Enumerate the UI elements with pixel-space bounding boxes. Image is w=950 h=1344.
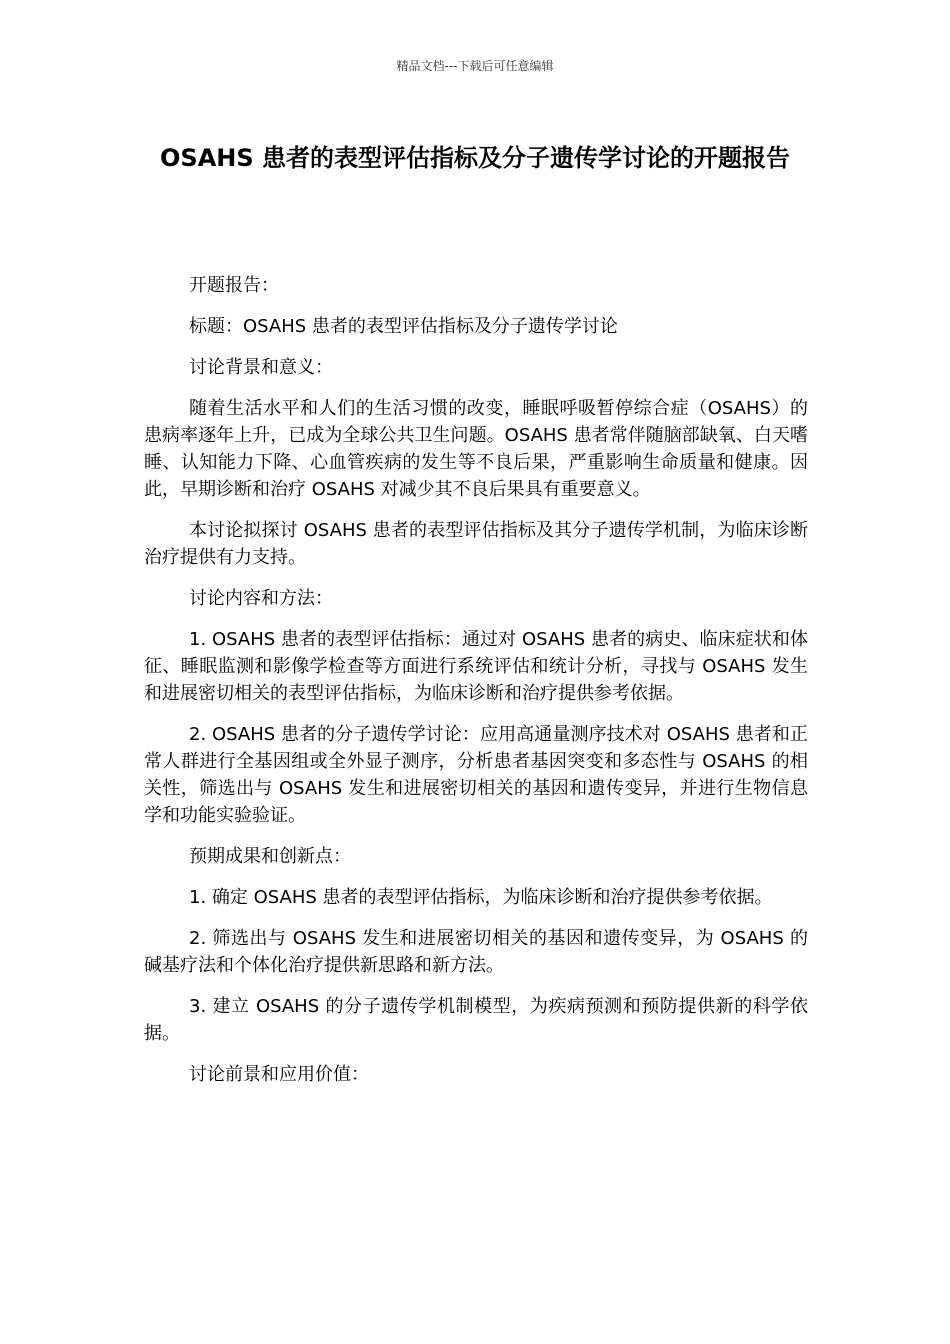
paragraph-method-2: 2. OSAHS 患者的分子遗传学讨论：应用高通量测序技术对 OSAHS 患者和正常人群进行全基因组或全外显子测序，分析患者基因突变和多态性与 OSAHS 的相关性，筛选出与 OSAHS 发生和进展密切相关的基因和遗传变异，并进行生物信息学和功能实验验证。 xyxy=(144,724,808,826)
section-label-report: 开题报告： xyxy=(189,275,279,296)
section-label-outcomes: 预期成果和创新点： xyxy=(189,846,351,867)
document-body xyxy=(144,272,808,1102)
report-heading: 标题：OSAHS 患者的表型评估指标及分子遗传学讨论 xyxy=(189,316,618,337)
paragraph-purpose: 本讨论拟探讨 OSAHS 患者的表型评估指标及其分子遗传学机制，为临床诊断治疗提供有力支持。 xyxy=(144,520,808,568)
paragraph-method-1: 1. OSAHS 患者的表型评估指标：通过对 OSAHS 患者的病史、临床症状和体征、睡眠监测和影像学检查等方面进行系统评估和统计分析，寻找与 OSAHS 发生和进展密切相关的表型评估指标，为临床诊断和治疗提供参考依据。 xyxy=(144,629,808,704)
header-note: 精品文档---下载后可任意编辑 xyxy=(396,59,554,73)
document-title: OSAHS 患者的表型评估指标及分子遗传学讨论的开题报告 xyxy=(160,144,790,172)
paragraph-outcome-1: 1. 确定 OSAHS 患者的表型评估指标，为临床诊断和治疗提供参考依据。 xyxy=(189,887,773,908)
section-label-background: 讨论背景和意义： xyxy=(189,357,333,378)
paragraph-outcome-2: 2. 筛选出与 OSAHS 发生和进展密切相关的基因和遗传变异，为 OSAHS 的碱基疗法和个体化治疗提供新思路和新方法。 xyxy=(144,928,808,976)
section-label-methods: 讨论内容和方法： xyxy=(189,588,333,609)
paragraph-outcome-3: 3. 建立 OSAHS 的分子遗传学机制模型，为疾病预测和预防提供新的科学依据。 xyxy=(144,996,808,1044)
paragraph-background: 随着生活水平和人们的生活习惯的改变，睡眠呼吸暂停综合症（OSAHS）的患病率逐年上升，已成为全球公共卫生问题。OSAHS 患者常伴随脑部缺氧、白天嗜睡、认知能力下降、心血管疾病的发生等不良后果，严重影响生命质量和健康。因此，早期诊断和治疗 OSAHS 对减少其不良后果具有重要意义。 xyxy=(144,398,808,500)
section-label-prospects: 讨论前景和应用价值： xyxy=(189,1064,369,1085)
